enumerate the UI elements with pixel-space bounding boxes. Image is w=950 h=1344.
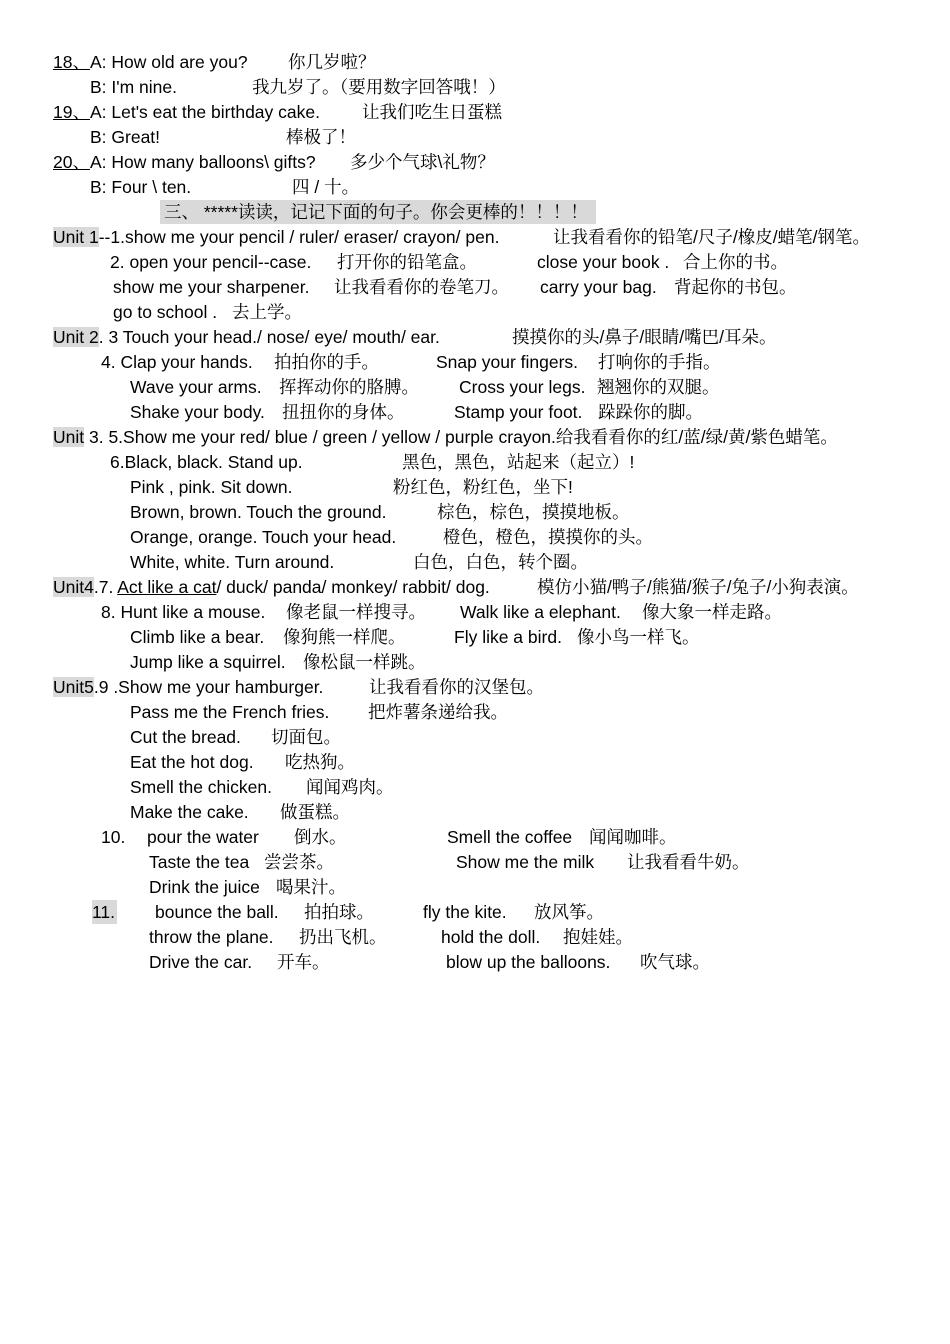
unit2-sentence-2b-cn: 打响你的手指。 [598,352,721,372]
item10-b: Smell the coffee [447,827,573,847]
unit5-sentence-2-cn: 把炸薯条递给我。 [368,702,508,722]
item10-a-cn: 倒水。 [294,827,347,847]
unit3-sentence-2: 6.Black, black. Stand up. [110,452,303,472]
unit5-sentence-5: Smell the chicken. [130,777,273,797]
q19-line-a [53,100,320,124]
item11-f-cn: 吹气球。 [640,952,710,972]
section-3-heading: 三、 *****读读，记记下面的句子。你会更棒的！！！！ [160,200,596,224]
q20-answer: B: Four \ ten. [90,177,192,197]
unit4-sentence-2: 8. Hunt like a mouse. [101,602,266,622]
q19-answer-cn: 棒极了！ [286,127,356,147]
unit4-sentence-4: Jump like a squirrel. [130,652,286,672]
q20-question: A: How many balloons\ gifts? [89,152,316,172]
unit2-sentence-3b: Cross your legs. [459,377,586,397]
q19-question-cn: 让我们吃生日蛋糕 [362,102,502,122]
unit4-sentence-2b: Walk like a elephant. [460,602,621,622]
unit3-sentence-5: Orange, orange. Touch your head. [130,527,397,547]
unit2-sentence-4b: Stamp your foot. [454,402,583,422]
q18-answer-cn: 我九岁了。（要用数字回答哦！） [252,77,506,97]
q19-question: A: Let's eat the birthday cake. [89,102,320,122]
unit4-sentence-3: Climb like a bear. [130,627,265,647]
item10-d: Show me the milk [456,852,595,872]
unit5-sentence-3-cn: 切面包。 [271,727,341,747]
unit1-line-1 [53,225,499,249]
item11-d-cn: 抱娃娃。 [563,927,633,947]
item10-b-cn: 闻闻咖啡。 [589,827,677,847]
unit2-sentence-2-cn: 拍拍你的手。 [274,352,379,372]
unit5-sentence-4-cn: 吃热狗。 [285,752,355,772]
item10-number: 10. [101,827,126,847]
item10-a: pour the water [147,827,259,847]
item11-b: fly the kite. [423,902,507,922]
unit4-act-like-cat: Act like a cat [117,577,217,597]
unit2-sentence-4-cn: 扭扭你的身体。 [282,402,405,422]
unit3-sentence-1-cn: 给我看看你的红/蓝/绿/黄/紫色蜡笔。 [555,427,838,447]
q20-line-a [53,150,316,174]
unit4-sentence-1: / duck/ panda/ monkey/ rabbit/ dog. [216,577,490,597]
unit2-label: Unit 2 [53,327,99,347]
unit5-sentence-2: Pass me the French fries. [130,702,330,722]
unit3-sentence-4: Brown, brown. Touch the ground. [130,502,387,522]
unit5-sentence-6: Make the cake. [130,802,249,822]
unit1-sentence-1: --1.show me your pencil / ruler/ eraser/ crayon/ pen. [98,227,500,247]
unit1-label: Unit 1 [53,227,99,247]
q20-question-cn: 多少个气球\礼物？ [350,152,495,172]
item10-e-cn: 喝果汁。 [276,877,346,897]
unit2-line-1 [53,325,440,349]
q18-question-cn: 你几岁啦？ [288,52,376,72]
item10-c: Taste the tea [149,852,250,872]
item11-c-cn: 扔出飞机。 [299,927,387,947]
q20-answer-cn: 四 / 十。 [292,177,360,197]
item11-e-cn: 开车。 [277,952,330,972]
q19-number: 19、 [53,102,90,122]
unit1-sentence-3: show me your sharpener. [113,277,310,297]
unit4-sentence-2b-cn: 像大象一样走路。 [642,602,782,622]
unit1-sentence-4: go to school . [113,302,218,322]
unit2-sentence-2: 4. Clap your hands. [101,352,253,372]
item11-number: 11. [92,902,116,922]
unit3-sentence-1: 3. 5.Show me your red/ blue / green / yellow / purple crayon. [84,427,556,447]
unit1-sentence-2b-cn: 合上你的书。 [683,252,788,272]
unit2-sentence-3-cn: 挥挥动你的胳膊。 [279,377,419,397]
unit5-sentence-4: Eat the hot dog. [130,752,254,772]
unit2-sentence-1-cn: 摸摸你的头/鼻子/眼睛/嘴巴/耳朵。 [512,327,777,347]
item11-c: throw the plane. [149,927,274,947]
item11-d: hold the doll. [441,927,541,947]
unit1-sentence-1-cn: 让我看看你的铅笔/尺子/橡皮/蜡笔/钢笔。 [553,227,870,247]
q18-question: A: How old are you? [89,52,248,72]
unit3-sentence-6: White, white. Turn around. [130,552,335,572]
unit2-sentence-1: . 3 Touch your head./ nose/ eye/ mouth/ ear. [98,327,440,347]
unit5-sentence-1-cn: 让我看看你的汉堡包。 [369,677,544,697]
unit1-sentence-3-cn: 让我看看你的卷笔刀。 [334,277,509,297]
unit5-sentence-6-cn: 做蛋糕。 [280,802,350,822]
unit1-sentence-4-cn: 去上学。 [232,302,302,322]
unit4-sentence-4-cn: 像松鼠一样跳。 [303,652,426,672]
unit1-sentence-2b: close your book . [537,252,670,272]
unit5-sentence-1: .9 .Show me your hamburger. [93,677,324,697]
unit4-sentence-3-cn: 像狗熊一样爬。 [283,627,406,647]
q20-number: 20、 [53,152,90,172]
unit3-sentence-3: Pink , pink. Sit down. [130,477,293,497]
q19-answer: B: Great! [90,127,161,147]
unit3-sentence-4-cn: 棕色，棕色，摸摸地板。 [437,502,630,522]
unit2-sentence-3: Wave your arms. [130,377,262,397]
unit4-label: Unit4 [53,577,94,597]
item11-e: Drive the car. [149,952,253,972]
unit2-sentence-4: Shake your body. [130,402,265,422]
unit5-sentence-5-cn: 闻闻鸡肉。 [306,777,394,797]
unit5-sentence-3: Cut the bread. [130,727,241,747]
unit2-sentence-4b-cn: 跺跺你的脚。 [598,402,703,422]
unit1-sentence-3b: carry your bag. [540,277,657,297]
unit4-line-1 [53,575,490,599]
unit4-number: .7. [93,577,118,597]
unit3-sentence-6-cn: 白色，白色，转个圈。 [413,552,588,572]
item11-a-cn: 拍拍球。 [304,902,374,922]
unit3-label: Unit [53,427,85,447]
unit1-sentence-3b-cn: 背起你的书包。 [674,277,797,297]
item11-f: blow up the balloons. [446,952,611,972]
unit3-sentence-3-cn: 粉红色，粉红色，坐下! [393,477,573,497]
q18-answer: B: I'm nine. [90,77,177,97]
q18-number: 18、 [53,52,90,72]
item11-b-cn: 放风筝。 [534,902,604,922]
unit1-sentence-2-cn: 打开你的铅笔盒。 [337,252,477,272]
unit4-sentence-3b-cn: 像小鸟一样飞。 [577,627,700,647]
unit4-sentence-2-cn: 像老鼠一样搜寻。 [286,602,426,622]
item10-d-cn: 让我看看牛奶。 [627,852,750,872]
unit3-sentence-5-cn: 橙色，橙色，摸摸你的头。 [443,527,653,547]
unit3-line-1 [53,425,838,449]
unit4-sentence-1-cn: 模仿小猫/鸭子/熊猫/猴子/兔子/小狗表演。 [537,577,859,597]
unit5-line-1 [53,675,323,699]
unit1-sentence-2: 2. open your pencil--case. [110,252,312,272]
q18-line-a [53,50,248,74]
unit2-sentence-2b: Snap your fingers. [436,352,579,372]
item10-e: Drink the juice [149,877,260,897]
item10-c-cn: 尝尝茶。 [264,852,334,872]
unit3-sentence-2-cn: 黑色，黑色，站起来（起立）! [402,452,635,472]
unit4-sentence-3b: Fly like a bird. [454,627,562,647]
item11-a: bounce the ball. [155,902,279,922]
unit5-label: Unit5 [53,677,94,697]
unit2-sentence-3b-cn: 翘翘你的双腿。 [597,377,720,397]
